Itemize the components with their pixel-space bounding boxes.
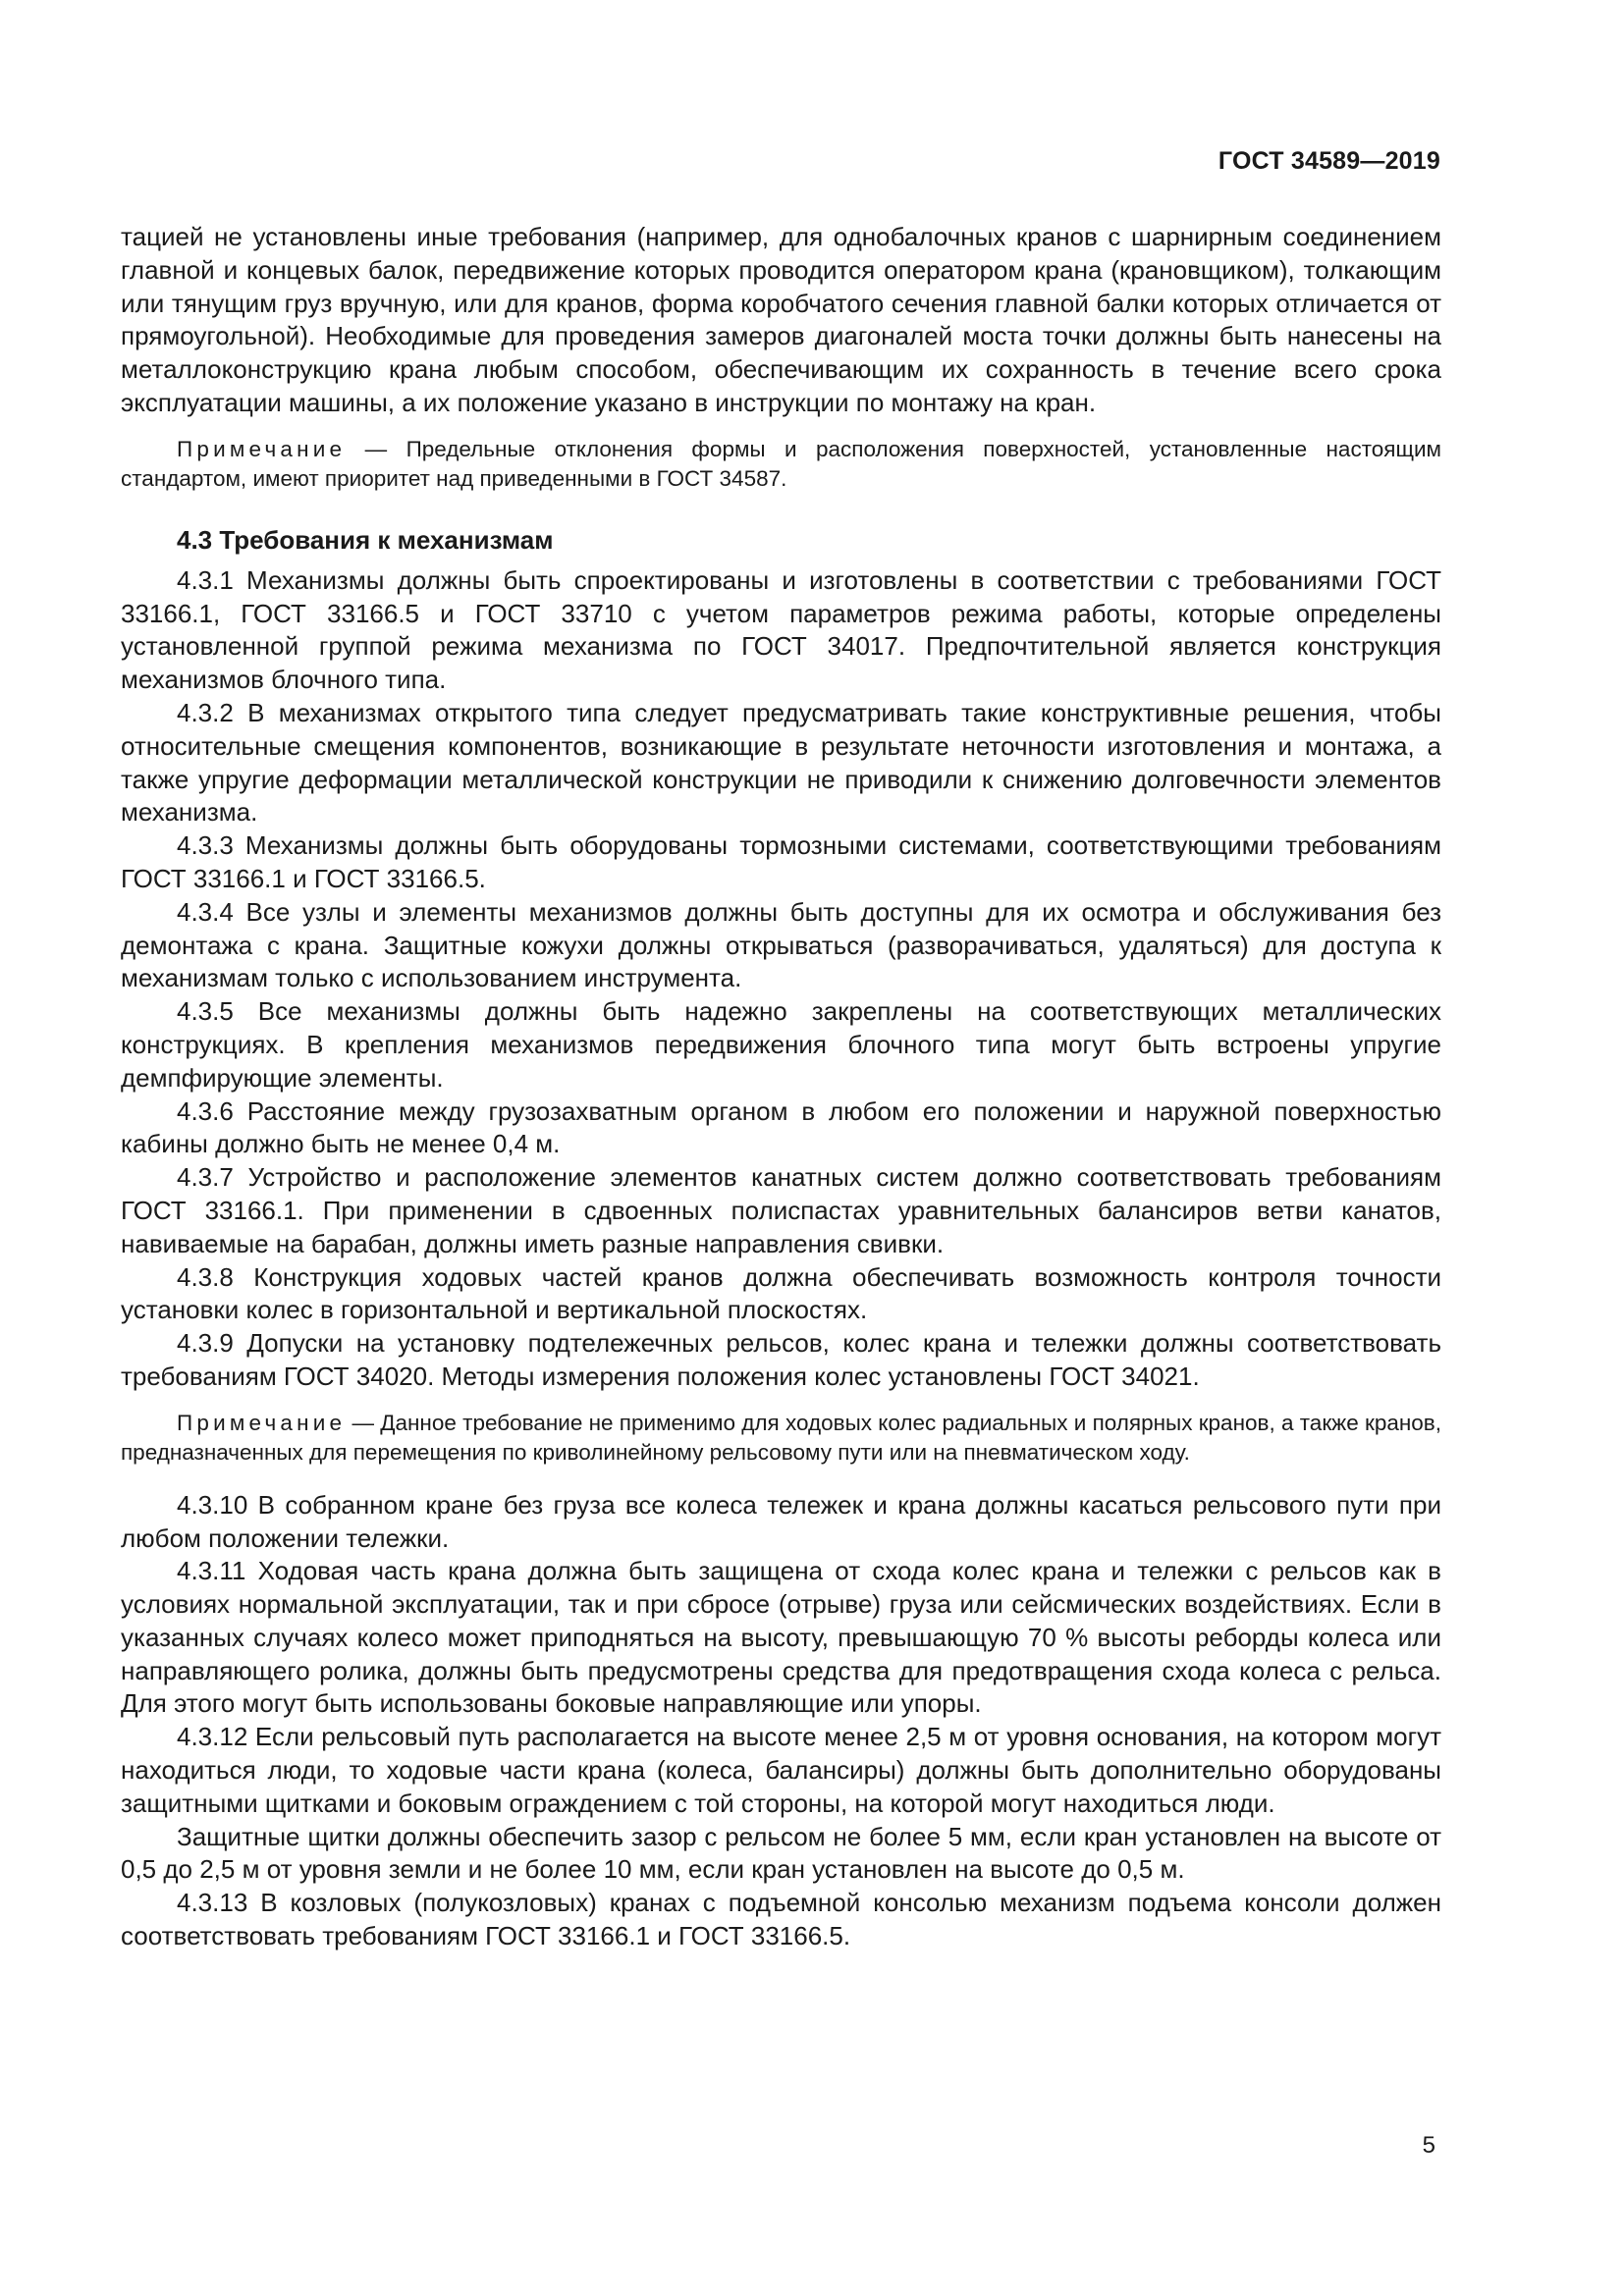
note-1 <box>121 435 1441 494</box>
clause-4-3-11: 4.3.11 Ходовая часть крана должна быть защищена от схода колес крана и тележки с рельсов как в условиях нормальной эксплуатации, так и при сбросе (отрыве) груза или сейсмических воздействиях. Если в указанных случаях колесо может приподняться на высоту, превышающую 70 % высоты реборды колеса или направляющего ролика, должны быть предусмотрены средства для предотвращения схода колеса с рельса. Для этого могут быть использованы боковые направляющие или упоры. <box>121 1556 1441 1719</box>
page-number: 5 <box>1422 2132 1435 2159</box>
note-label: Примечание <box>177 1410 347 1435</box>
clause-4-3-1: 4.3.1 Механизмы должны быть спроектированы и изготовлены в соответствии с требованиями ГОСТ 33166.1, ГОСТ 33166.5 и ГОСТ 33710 с учетом параметров режима работы, которые определены установленной группой режима механизма по ГОСТ 34017. Предпочтительной является конструкция механизмов блочного типа. <box>121 564 1441 695</box>
note-text: — Данное требование не применимо для ходовых колес радиальных и полярных кранов, а также кранов, предназначенных для перемещения по криволинейному рельсовому пути или на пневматическом ходу. <box>121 1410 1441 1465</box>
clause-4-3-4: 4.3.4 Все узлы и элементы механизмов должны быть доступны для их осмотра и обслуживания без демонтажа с крана. Защитные кожухи должны открываться (разворачиваться, удаляться) для доступа к механизмам только с использованием инструмента. <box>121 896 1441 993</box>
paragraph-continuation: тацией не установлены иные требования (например, для однобалочных кранов с шарнирным соединением главной и концевых балок, передвижение которых проводится оператором крана (крановщиком), толкающим или тянущим груз вручную, или для кранов, форма коробчатого сечения главной балки которых отличается от прямоугольной). Необходимые для проведения замеров диагоналей моста точки должны быть нанесены на металлоконструкцию крана любым способом, обеспечивающим их сохранность в течение всего срока эксплуатации машины, а их положение указано в инструкции по монтажу на кран. <box>121 222 1441 417</box>
section-heading-4-3: 4.3 Требования к механизмам <box>177 524 554 555</box>
clause-4-3-7: 4.3.7 Устройство и расположение элементов канатных систем должно соответствовать требованиям ГОСТ 33166.1. При применении в сдвоенных полиспастах уравнительных балансиров ветви канатов, навиваемые на барабан, должны иметь разные направления свивки. <box>121 1162 1441 1258</box>
note-text: — Предельные отклонения формы и расположения поверхностей, установленные настоящим стандартом, имеют приоритет над приведенными в ГОСТ 34587. <box>121 436 1441 491</box>
note-2 <box>121 1409 1441 1468</box>
clause-4-3-12: 4.3.12 Если рельсовый путь располагается на высоте менее 2,5 м от уровня основания, на котором могут находиться люди, то ходовые части крана (колеса, балансиры) должны быть дополнительно оборудованы защитными щитками и боковым ограждением с той стороны, на которой могут находиться люди. <box>121 1722 1441 1818</box>
document-header: ГОСТ 34589—2019 <box>1218 147 1440 175</box>
note-label: Примечание <box>177 436 347 461</box>
clause-4-3-8: 4.3.8 Конструкция ходовых частей кранов должна обеспечивать возможность контроля точности установки колес в горизонтальной и вертикальной плоскостях. <box>121 1261 1441 1325</box>
clause-4-3-12-continued: Защитные щитки должны обеспечить зазор с рельсом не более 5 мм, если кран установлен на высоте от 0,5 до 2,5 м от уровня земли и не более 10 мм, если кран установлен на высоте до 0,5 м. <box>121 1821 1441 1885</box>
clause-4-3-9: 4.3.9 Допуски на установку подтележечных рельсов, колес крана и тележки должны соответствовать требованиям ГОСТ 34020. Методы измерения положения колес установлены ГОСТ 34021. <box>121 1328 1441 1391</box>
clause-4-3-5: 4.3.5 Все механизмы должны быть надежно закреплены на соответствующих металлических конструкциях. В крепления механизмов передвижения блочного типа могут быть встроены упругие демпфирующие элементы. <box>121 996 1441 1093</box>
clause-4-3-6: 4.3.6 Расстояние между грузозахватным органом в любом его положении и наружной поверхностью кабины должно быть не менее 0,4 м. <box>121 1095 1441 1159</box>
clause-4-3-3: 4.3.3 Механизмы должны быть оборудованы тормозными системами, соответствующими требованиям ГОСТ 33166.1 и ГОСТ 33166.5. <box>121 830 1441 893</box>
document-body <box>121 221 1441 1953</box>
clause-4-3-2: 4.3.2 В механизмах открытого типа следует предусматривать такие конструктивные решения, чтобы относительные смещения компонентов, возникающие в результате неточности изготовления и монтажа, а также упругие деформации металлической конструкции не приводили к снижению долговечности элементов механизма. <box>121 697 1441 828</box>
clause-4-3-13: 4.3.13 В козловых (полукозловых) кранах с подъемной консолью механизм подъема консоли должен соответствовать требованиям ГОСТ 33166.1 и ГОСТ 33166.5. <box>121 1888 1441 1951</box>
clause-4-3-10: 4.3.10 В собранном кране без груза все колеса тележек и крана должны касаться рельсового пути при любом положении тележки. <box>121 1489 1441 1553</box>
